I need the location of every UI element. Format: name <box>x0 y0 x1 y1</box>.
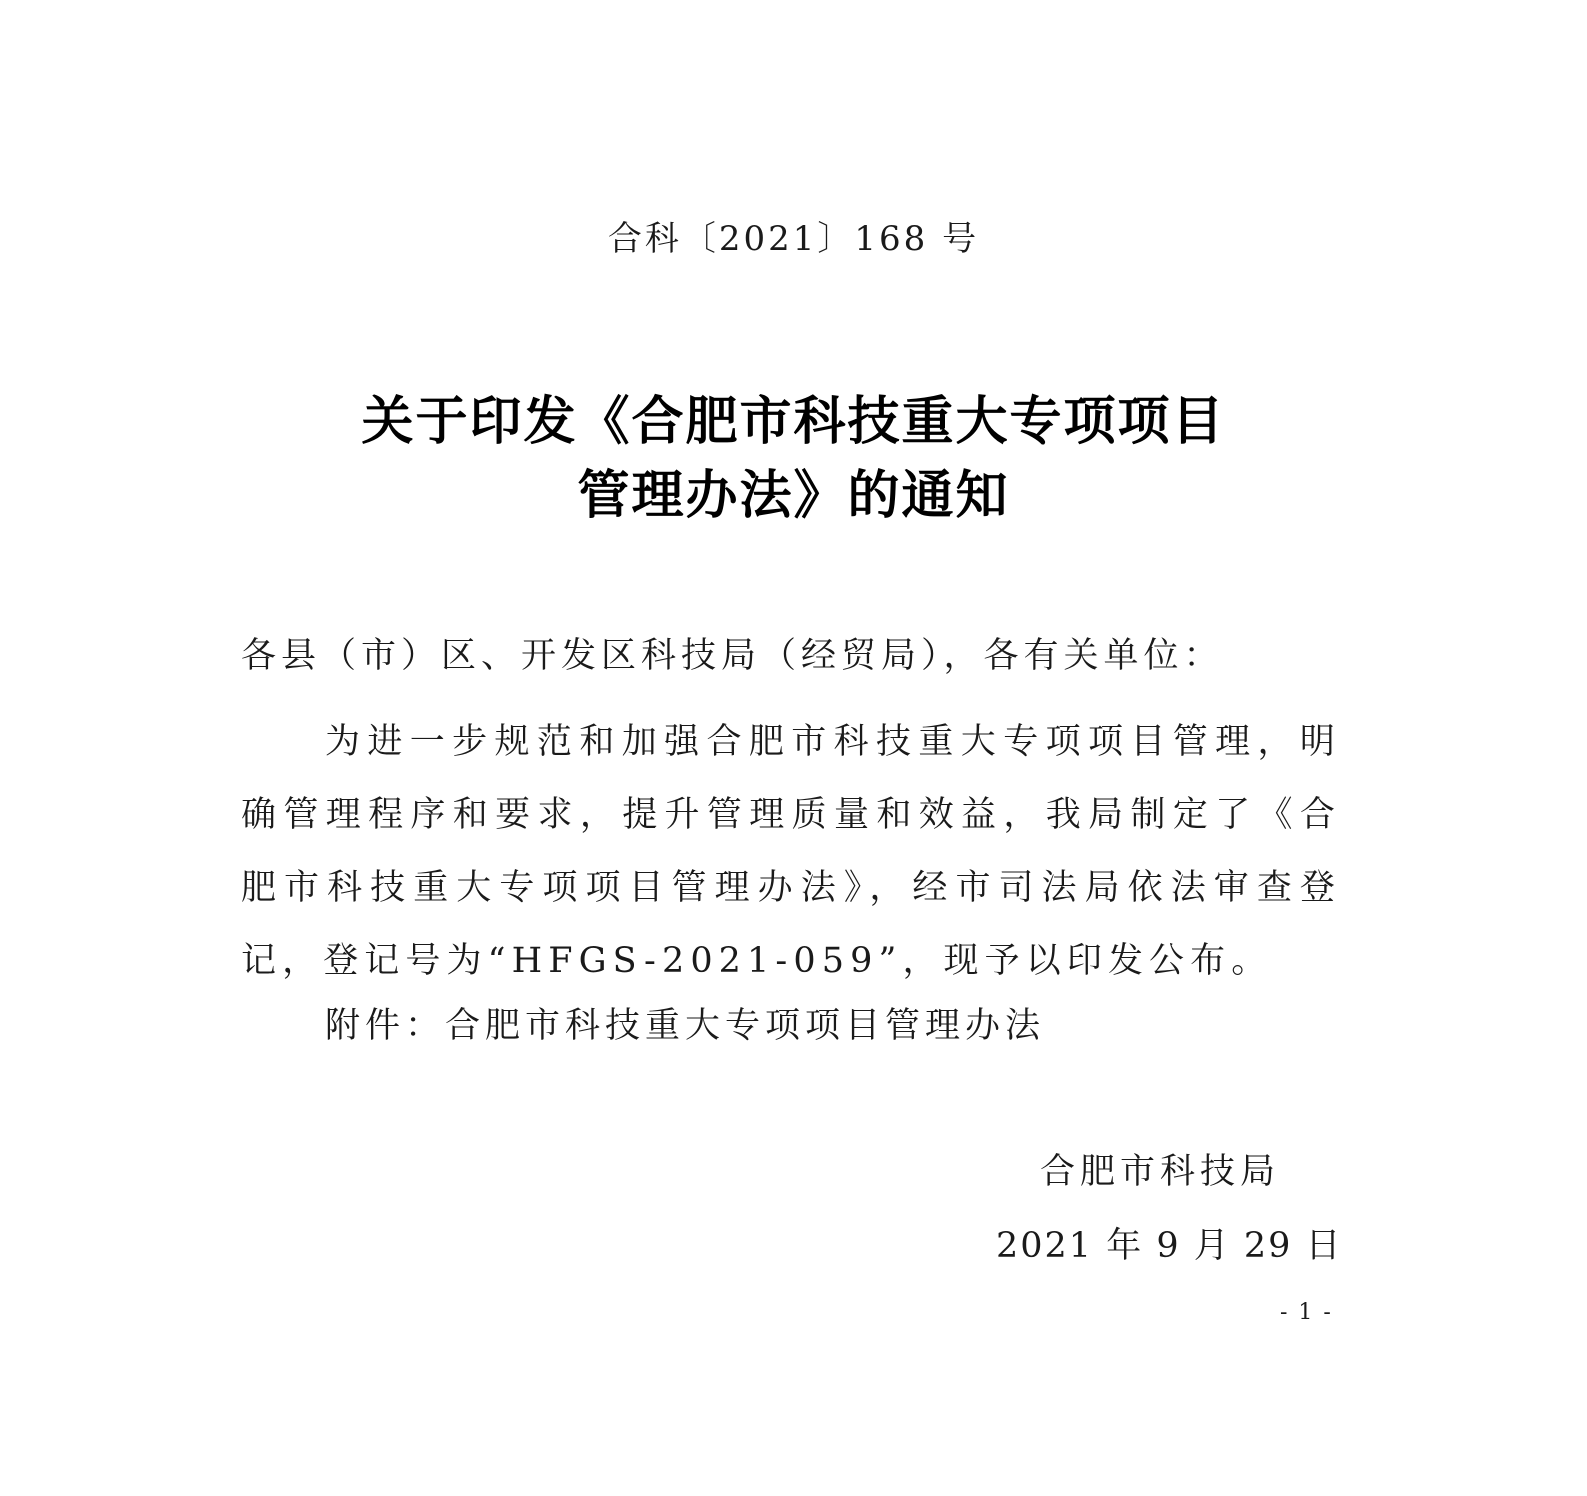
salutation: 各县（市）区、开发区科技局（经贸局），各有关单位： <box>241 636 1224 676</box>
document-title <box>0 385 1587 533</box>
title-line-2: 管理办法》的通知 <box>577 466 1010 526</box>
body-paragraph: 为进一步规范和加强合肥市科技重大专项项目管理，明确管理程序和要求，提升管理质量和效益，我局制定了《合肥市科技重大专项项目管理办法》，经市司法局依法审查登记，登记号为“HFGS-2021-059”，现予以印发公布。 <box>241 722 1341 981</box>
signature-organization: 合肥市科技局 <box>1040 1152 1281 1192</box>
page-number: - 1 - <box>1280 1300 1333 1325</box>
document-number: 合科〔2021〕168 号 <box>607 219 980 259</box>
attachment-line: 附件：合肥市科技重大专项项目管理办法 <box>325 1006 1046 1046</box>
title-line-1: 关于印发《合肥市科技重大专项项目 <box>361 392 1226 452</box>
signature-date: 2021 年 9 月 29 日 <box>996 1226 1343 1266</box>
